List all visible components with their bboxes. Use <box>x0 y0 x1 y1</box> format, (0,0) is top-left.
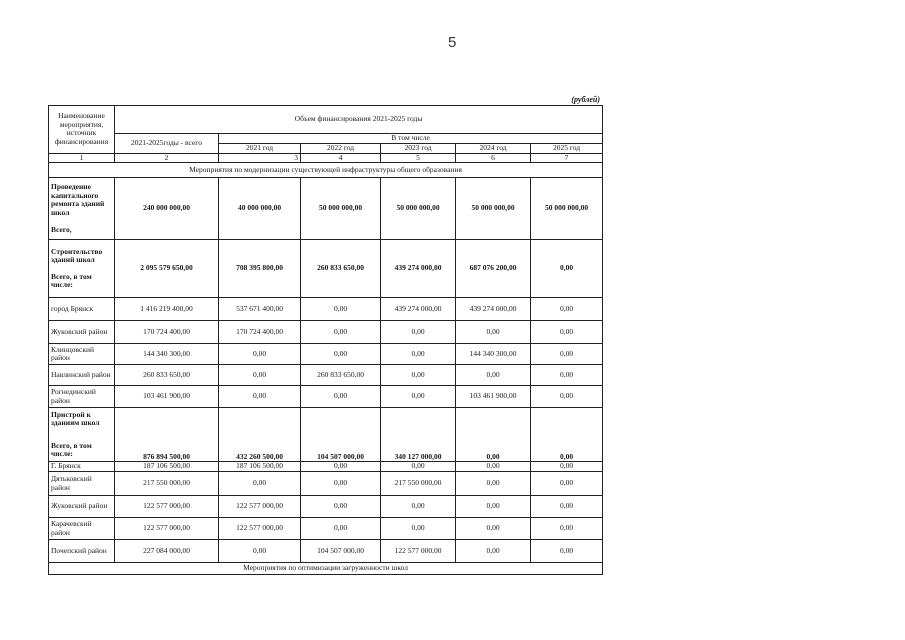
row-name: Дятьковский район <box>49 472 115 496</box>
header-total: 2021-2025годы - всего <box>115 134 219 154</box>
row-name: Навлинский район <box>49 365 115 386</box>
row-name: Почепский район <box>49 540 115 563</box>
cell-value: 0,00 <box>301 518 381 540</box>
cell-value: 170 724 400,00 <box>115 321 219 344</box>
cell-value: 0,00 <box>531 321 603 344</box>
block-repair-name <box>49 178 115 240</box>
cell-value: 0,00 <box>531 462 603 472</box>
cell-value: 0,00 <box>301 472 381 496</box>
cell-value: 0,00 <box>456 321 531 344</box>
table-row <box>49 321 603 344</box>
table-row <box>49 298 603 321</box>
block-title: Строительство зданий школ <box>51 246 103 265</box>
row-name: Жуковский район <box>49 321 115 344</box>
cell-value: 0,00 <box>301 386 381 408</box>
cell-value: 187 106 500,00 <box>115 462 219 472</box>
header-year-2024: 2024 год <box>456 144 531 154</box>
cell-value: 144 340 300,00 <box>456 344 531 365</box>
cell-value: 0,00 <box>531 518 603 540</box>
page-number: 5 <box>448 34 457 51</box>
cell-value: 0,00 <box>381 386 456 408</box>
cell-value: 0,00 <box>456 408 531 462</box>
cell-value: 50 000 000,00 <box>301 178 381 240</box>
header-year-2021: 2021 год <box>219 144 301 154</box>
col-num: 3 <box>219 153 301 163</box>
cell-value: 104 507 000,00 <box>301 540 381 563</box>
cell-value: 432 260 500,00 <box>219 408 301 462</box>
unit-label: (рублей) <box>571 95 600 104</box>
row-name: Рогнединский район <box>49 386 115 408</box>
cell-value: 0,00 <box>301 462 381 472</box>
cell-value: 708 395 800,00 <box>219 240 301 298</box>
col-num: 1 <box>49 153 115 163</box>
table-row <box>49 518 603 540</box>
cell-value: 537 671 400,00 <box>219 298 301 321</box>
cell-value: 40 000 000,00 <box>219 178 301 240</box>
cell-value: 876 894 500,00 <box>115 408 219 462</box>
cell-value: 122 577 000,00 <box>381 540 456 563</box>
cell-value: 103 461 900,00 <box>115 386 219 408</box>
cell-value: 340 127 000,00 <box>381 408 456 462</box>
cell-value: 0,00 <box>301 321 381 344</box>
cell-value: 0,00 <box>219 365 301 386</box>
cell-value: 122 577 000,00 <box>115 496 219 518</box>
row-name: город Брянск <box>49 298 115 321</box>
cell-value: 50 000 000,00 <box>456 178 531 240</box>
cell-value: 1 416 219 400,00 <box>115 298 219 321</box>
cell-value: 2 095 579 650,00 <box>115 240 219 298</box>
cell-value: 0,00 <box>301 496 381 518</box>
row-name: Жуковский район <box>49 496 115 518</box>
header-year-2025: 2025 год <box>531 144 603 154</box>
cell-value: 0,00 <box>531 408 603 462</box>
cell-value: 0,00 <box>531 496 603 518</box>
cell-value: 187 106 500,00 <box>219 462 301 472</box>
header-incl: В том числе <box>219 134 603 144</box>
cell-value: 50 000 000,00 <box>381 178 456 240</box>
header-volume: Объем финансирования 2021-2025 годы <box>115 106 603 134</box>
cell-value: 103 461 900,00 <box>456 386 531 408</box>
cell-value: 0,00 <box>531 240 603 298</box>
table-row <box>49 462 603 472</box>
cell-value: 0,00 <box>381 496 456 518</box>
cell-value: 0,00 <box>219 386 301 408</box>
row-name: Клинцовский район <box>49 344 115 365</box>
section-title: Мероприятия по оптимизации загруженности школ <box>49 563 603 575</box>
cell-value: 0,00 <box>381 462 456 472</box>
col-num: 5 <box>381 153 456 163</box>
cell-value: 439 274 000,00 <box>381 298 456 321</box>
cell-value: 0,00 <box>219 344 301 365</box>
block-title: Проведение капитального ремонта зданий школ <box>51 182 105 218</box>
cell-value: 0,00 <box>456 365 531 386</box>
cell-value: 0,00 <box>381 365 456 386</box>
col-num: 7 <box>531 153 603 163</box>
cell-value: 0,00 <box>531 386 603 408</box>
cell-value: 439 274 000,00 <box>456 298 531 321</box>
cell-value: 0,00 <box>531 298 603 321</box>
cell-value: 217 550 000,00 <box>381 472 456 496</box>
cell-value: 0,00 <box>219 472 301 496</box>
block-extension-name <box>49 408 115 462</box>
header-year-2022: 2022 год <box>301 144 381 154</box>
table-row <box>49 365 603 386</box>
cell-value: 122 577 000,00 <box>219 496 301 518</box>
table-row <box>49 496 603 518</box>
cell-value: 122 577 000,00 <box>219 518 301 540</box>
cell-value: 227 084 000,00 <box>115 540 219 563</box>
header-name-col: Наименование мероприятия, источник финансирования <box>49 106 115 154</box>
cell-value: 0,00 <box>531 540 603 563</box>
table-row <box>49 386 603 408</box>
cell-value: 122 577 000,00 <box>115 518 219 540</box>
table-row <box>49 540 603 563</box>
cell-value: 240 000 000,00 <box>115 178 219 240</box>
cell-value: 0,00 <box>219 540 301 563</box>
cell-value: 0,00 <box>456 472 531 496</box>
cell-value: 0,00 <box>456 496 531 518</box>
table-row <box>49 472 603 496</box>
col-num: 2 <box>115 153 219 163</box>
cell-value: 0,00 <box>531 344 603 365</box>
cell-value: 439 274 000,00 <box>381 240 456 298</box>
col-num: 4 <box>301 153 381 163</box>
cell-value: 0,00 <box>381 344 456 365</box>
table-row <box>49 344 603 365</box>
block-subtitle: Всего, в том числе: <box>51 271 92 290</box>
cell-value: 260 833 650,00 <box>301 240 381 298</box>
cell-value: 144 340 300,00 <box>115 344 219 365</box>
block-subtitle: Всего, в том числе: <box>51 440 92 459</box>
section-title: Мероприятия по модернизации существующей инфраструктуры общего образования <box>49 163 603 178</box>
cell-value: 0,00 <box>531 472 603 496</box>
block-subtitle: Всего, <box>51 224 72 234</box>
cell-value: 50 000 000,00 <box>531 178 603 240</box>
block-construction-name <box>49 240 115 298</box>
row-name: Карачевский район <box>49 518 115 540</box>
block-title: Пристрой к зданиям школ <box>51 409 100 428</box>
cell-value: 0,00 <box>301 344 381 365</box>
cell-value: 0,00 <box>456 518 531 540</box>
cell-value: 0,00 <box>531 365 603 386</box>
cell-value: 104 507 000,00 <box>301 408 381 462</box>
financing-table <box>48 105 603 575</box>
cell-value: 0,00 <box>301 298 381 321</box>
cell-value: 0,00 <box>381 518 456 540</box>
cell-value: 260 833 650,00 <box>115 365 219 386</box>
cell-value: 0,00 <box>456 462 531 472</box>
row-name: Г. Брянск <box>49 462 115 472</box>
cell-value: 170 724 400,00 <box>219 321 301 344</box>
cell-value: 687 076 200,00 <box>456 240 531 298</box>
cell-value: 0,00 <box>381 321 456 344</box>
col-num: 6 <box>456 153 531 163</box>
cell-value: 0,00 <box>456 540 531 563</box>
header-year-2023: 2023 год <box>381 144 456 154</box>
cell-value: 217 550 000,00 <box>115 472 219 496</box>
cell-value: 260 833 650,00 <box>301 365 381 386</box>
